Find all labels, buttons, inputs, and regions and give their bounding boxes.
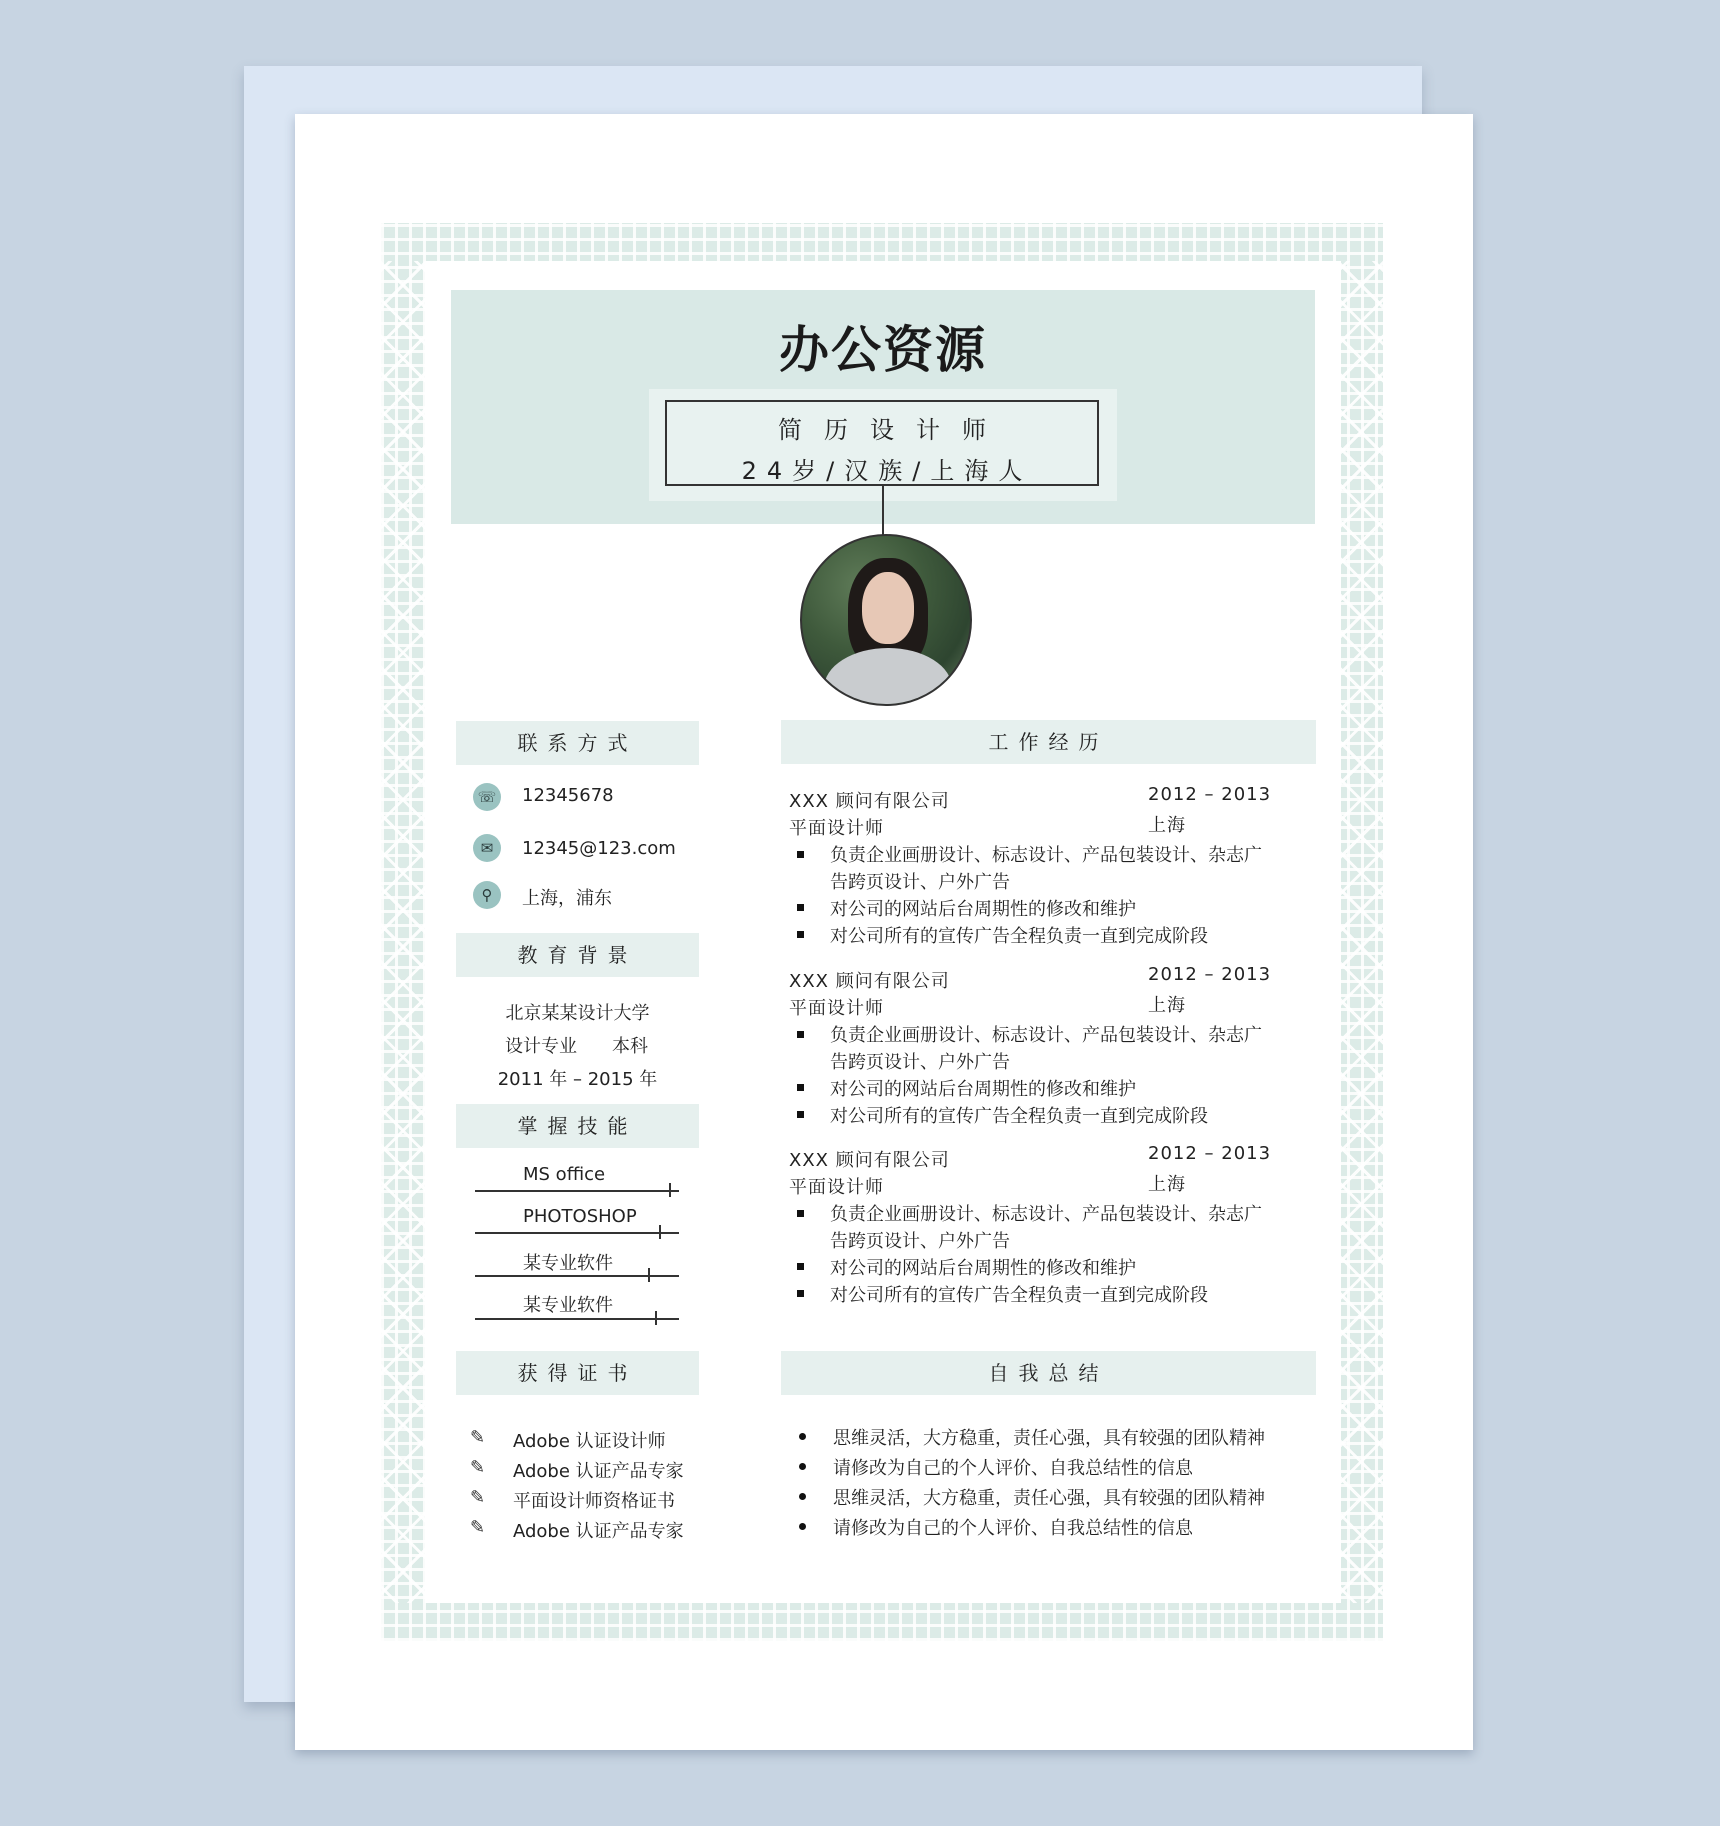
job-city: 上海 [1148,995,1186,1016]
section-skills: 掌握技能 [456,1104,699,1148]
bullet [799,1523,806,1530]
job-duty: 告跨页设计、户外广告 [830,872,1010,893]
skill-name: MS office [523,1164,606,1185]
skill-bar [475,1190,679,1192]
job-period: 2012 – 2013 [1148,964,1272,985]
contact-location: 上海，浦东 [522,888,612,909]
skill-level-marker [669,1183,671,1197]
personal-info: 24岁/汉族/上海人 [741,457,1033,485]
education-period: 2011 年 – 2015 年 [497,1069,658,1090]
summary-item: 请修改为自己的个人评价、自我总结性的信息 [833,1458,1193,1479]
border-pattern-left [381,261,425,1603]
certificate-icon: ✎ [470,1427,486,1448]
location-icon: ⚲ [473,881,501,909]
subtitle-box [665,400,1099,486]
skill-level-marker [648,1268,650,1282]
certificate-item: 平面设计师资格证书 [513,1491,675,1512]
job-city: 上海 [1148,815,1186,836]
bullet [799,1493,806,1500]
summary-item: 请修改为自己的个人评价、自我总结性的信息 [833,1518,1193,1539]
certificate-item: Adobe 认证产品专家 [513,1521,684,1542]
job-duty: 对公司的网站后台周期性的修改和维护 [830,899,1136,920]
summary-item: 思维灵活，大方稳重，责任心强，具有较强的团队精神 [833,1428,1265,1449]
bullet [797,1263,804,1270]
bullet [797,851,804,858]
job-company: XXX 顾问有限公司 [789,791,950,812]
job-period: 2012 – 2013 [1148,1143,1272,1164]
bullet [797,1290,804,1297]
job-period: 2012 – 2013 [1148,784,1272,805]
section-certificates: 获得证书 [456,1351,699,1395]
bullet [797,904,804,911]
education-degree: 本科 [612,1036,648,1057]
bullet [797,1111,804,1118]
bullet [797,931,804,938]
job-duty: 负责企业画册设计、标志设计、产品包装设计、杂志广 [830,845,1262,866]
certificate-icon: ✎ [470,1517,486,1538]
job-duty: 负责企业画册设计、标志设计、产品包装设计、杂志广 [830,1025,1262,1046]
skill-bar [475,1318,679,1320]
resume-name: 办公资源 [779,321,987,379]
certificate-item: Adobe 认证产品专家 [513,1461,684,1482]
bullet [797,1084,804,1091]
skill-name: 某专业软件 [523,1295,613,1316]
job-title: 平面设计师 [789,1177,884,1198]
section-education: 教育背景 [456,933,699,977]
skill-level-marker [655,1311,657,1325]
bullet [797,1210,804,1217]
job-duty: 对公司所有的宣传广告全程负责一直到完成阶段 [830,1106,1208,1127]
connector-line [882,486,884,538]
section-summary: 自我总结 [781,1351,1316,1395]
skill-name: PHOTOSHOP [523,1206,637,1227]
job-title: 平面设计师 [789,818,884,839]
job-duty: 对公司的网站后台周期性的修改和维护 [830,1079,1136,1100]
profile-photo [800,534,972,706]
phone-icon: ☏ [473,783,501,811]
photo-face [862,572,914,644]
photo-shoulders [824,648,952,706]
job-duty: 负责企业画册设计、标志设计、产品包装设计、杂志广 [830,1204,1262,1225]
bullet [799,1463,806,1470]
job-company: XXX 顾问有限公司 [789,1150,950,1171]
job-duty: 告跨页设计、户外广告 [830,1231,1010,1252]
job-company: XXX 顾问有限公司 [789,971,950,992]
job-duty: 对公司的网站后台周期性的修改和维护 [830,1258,1136,1279]
summary-item: 思维灵活，大方稳重，责任心强，具有较强的团队精神 [833,1488,1265,1509]
job-title: 简历设计师 [778,416,1008,444]
certificate-icon: ✎ [470,1457,486,1478]
skill-bar [475,1232,679,1234]
skill-name: 某专业软件 [523,1253,613,1274]
job-duty: 对公司所有的宣传广告全程负责一直到完成阶段 [830,1285,1208,1306]
job-duty: 告跨页设计、户外广告 [830,1052,1010,1073]
job-city: 上海 [1148,1174,1186,1195]
contact-phone: 12345678 [522,785,614,806]
border-pattern-right [1339,261,1383,1603]
skill-level-marker [659,1225,661,1239]
certificate-icon: ✎ [470,1487,486,1508]
section-contact: 联系方式 [456,721,699,765]
mail-icon: ✉ [473,834,501,862]
certificate-item: Adobe 认证设计师 [513,1431,666,1452]
section-work: 工作经历 [781,720,1316,764]
contact-email: 12345@123.com [522,838,676,859]
job-duty: 对公司所有的宣传广告全程负责一直到完成阶段 [830,926,1208,947]
job-title: 平面设计师 [789,998,884,1019]
education-school: 北京某某设计大学 [505,1003,650,1024]
bullet [797,1031,804,1038]
education-major: 设计专业 [505,1036,577,1057]
bullet [799,1433,806,1440]
